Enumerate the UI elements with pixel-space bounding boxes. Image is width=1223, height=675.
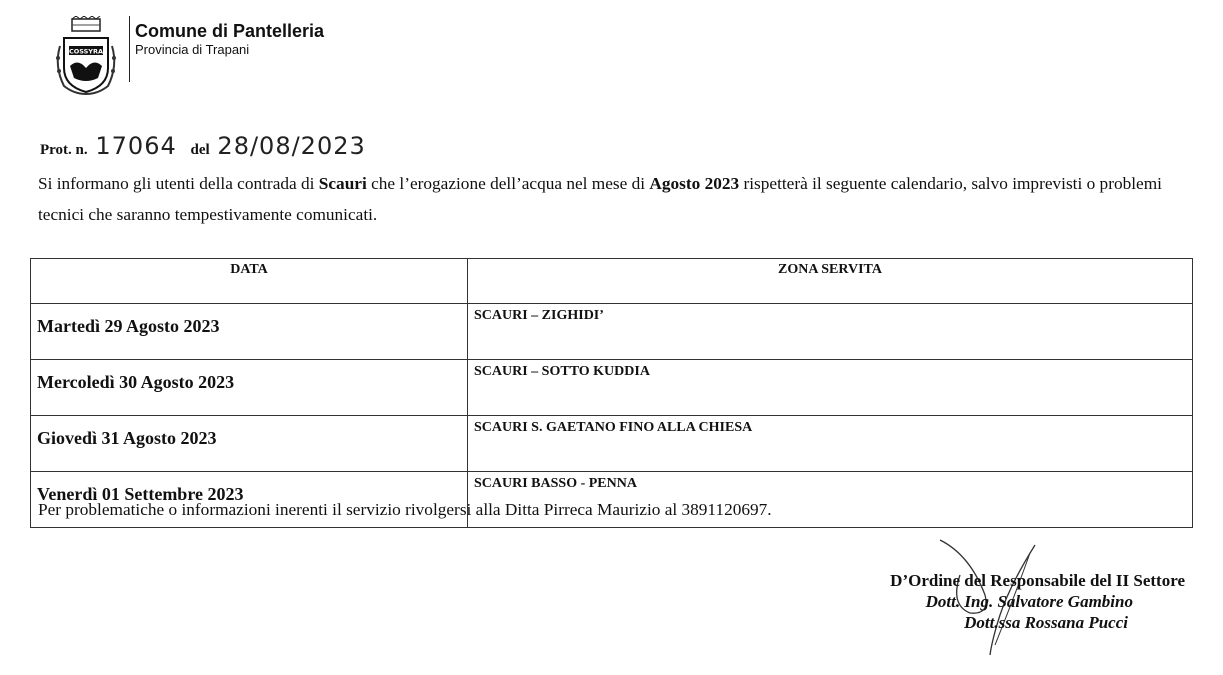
row-zone: SCAURI – ZIGHIDI’	[468, 304, 1193, 360]
table-row	[31, 360, 1193, 416]
row-zone: SCAURI S. GAETANO FINO ALLA CHIESA	[468, 416, 1193, 472]
signature-person-2: Dott.ssa Rossana Pucci	[964, 613, 1128, 632]
intro-text-2: che l’erogazione dell’acqua nel mese di	[366, 174, 650, 193]
intro-paragraph	[38, 168, 1198, 230]
table-row	[31, 416, 1193, 472]
row-date: Venerdì 01 Settembre 2023	[31, 472, 468, 528]
header-data: DATA	[31, 259, 468, 304]
signature-title: D’Ordine del Responsabile del II Settore	[890, 571, 1185, 590]
row-date: Giovedì 31 Agosto 2023	[31, 416, 468, 472]
table-header-row	[31, 259, 1193, 304]
intro-contrada: Scauri	[318, 174, 367, 193]
row-date: Martedì 29 Agosto 2023	[31, 304, 468, 360]
crest-label: COSSYRA	[68, 47, 104, 56]
contact-note: Per problematiche o informazioni inerenti il servizio rivolgersi alla Ditta Pirreca Maurizio al 3891120697.	[38, 500, 772, 519]
protocol-number: 17064	[95, 132, 177, 160]
signature-block	[890, 570, 1185, 633]
schedule-table	[30, 258, 1193, 528]
protocol-line	[40, 132, 366, 160]
header-divider	[129, 16, 130, 82]
org-province: Provincia di Trapani	[135, 42, 250, 57]
municipal-crest-icon	[50, 16, 122, 96]
protocol-date: 28/08/2023	[217, 132, 366, 160]
intro-text-1: Si informano gli utenti della contrada di	[38, 174, 319, 193]
org-header	[135, 21, 324, 58]
table-row	[31, 304, 1193, 360]
org-name: Comune di Pantelleria	[135, 21, 325, 41]
signature-person-1: Dott. Ing. Salvatore Gambino	[925, 592, 1133, 611]
intro-month: Agosto 2023	[649, 174, 740, 193]
row-zone: SCAURI – SOTTO KUDDIA	[468, 360, 1193, 416]
protocol-del: del	[190, 142, 210, 158]
row-zone: SCAURI BASSO - PENNA	[468, 472, 1193, 528]
header-zona-servita: ZONA SERVITA	[468, 259, 1193, 304]
protocol-prefix: Prot. n.	[40, 142, 88, 158]
row-date: Mercoledì 30 Agosto 2023	[31, 360, 468, 416]
intro-text-3: rispetterà il seguente calendario, salvo imprevisti o problemi tecnici che saranno tempestivamente comunicati.	[38, 174, 1162, 224]
